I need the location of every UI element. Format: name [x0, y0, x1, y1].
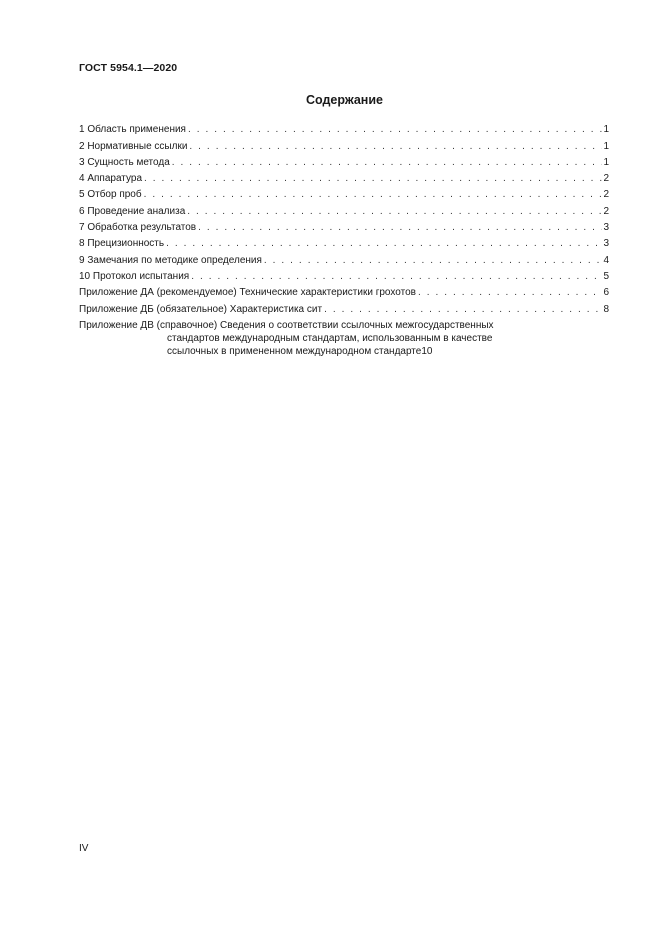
toc-leader-dots: [172, 156, 603, 169]
toc-entry-label: 3 Сущность метода: [79, 156, 170, 168]
toc-entry[interactable]: [79, 185, 609, 201]
toc-entry[interactable]: [79, 218, 609, 234]
toc-entry-label: 5 Отбор проб: [79, 189, 142, 201]
toc-entry-label: 4 Аппаратура: [79, 173, 143, 185]
toc-leader-dots: [188, 123, 602, 136]
toc-entry-page: 4: [603, 254, 609, 266]
toc-leader-dots: [189, 140, 602, 153]
toc-entry[interactable]: [79, 267, 609, 283]
toc-entry-label: Приложение ДА (рекомендуемое) Технические характеристики грохотов: [79, 287, 416, 299]
toc-entry-page: 2: [603, 173, 609, 185]
toc-leader-dots: [198, 221, 602, 234]
toc-entry[interactable]: [79, 169, 609, 185]
page-number: IV: [79, 843, 89, 854]
toc-leader-dots: [144, 172, 602, 185]
toc-leader-dots: [264, 254, 603, 267]
toc-entry-label: 10 Протокол испытания: [79, 270, 190, 282]
toc-entry-page: 10: [421, 345, 433, 357]
toc-entry-page: 5: [603, 270, 609, 282]
toc-entry-label: 6 Проведение анализа: [79, 205, 186, 217]
toc-leader-dots: [144, 188, 603, 201]
toc-entry-label: 9 Замечания по методике определения: [79, 254, 262, 266]
toc-entry-line: Приложение ДВ (справочное) Сведения о соответствии ссылочных межгосударственных: [79, 319, 494, 331]
toc-entry-label: Приложение ДБ (обязательное) Характеристика сит: [79, 303, 323, 315]
toc-leader-dots: [324, 303, 602, 316]
toc-entry[interactable]: [79, 234, 609, 250]
toc-entry[interactable]: [79, 299, 609, 315]
toc-entry-label: 8 Прецизионность: [79, 238, 165, 250]
toc-entry-page: 3: [603, 222, 609, 234]
toc-entry-multiline[interactable]: [79, 316, 609, 358]
toc-leader-dots: [191, 270, 602, 283]
toc-leader-dots: [418, 286, 602, 299]
toc-entry[interactable]: [79, 250, 609, 266]
toc-entry-page: 1: [603, 124, 609, 136]
toc-title: Содержание: [305, 93, 383, 107]
toc-entry-page: 1: [603, 140, 609, 152]
toc-entry-last-line: [79, 345, 609, 358]
toc-entry-page: 8: [603, 303, 609, 315]
toc-entry[interactable]: [79, 201, 609, 217]
document-code: ГОСТ 5954.1—2020: [79, 62, 178, 74]
toc-entry-line: стандартов международным стандартам, использованным в качестве: [167, 332, 493, 344]
toc-entry-page: 1: [603, 156, 609, 168]
toc-entry-page: 6: [603, 287, 609, 299]
toc-entry-page: 3: [603, 238, 609, 250]
toc-entry-label: 1 Область применения: [79, 124, 186, 136]
toc-entry-line: ссылочных в примененном международном стандарте: [167, 345, 422, 357]
toc-leader-dots: [166, 237, 602, 250]
toc-entry-page: 2: [603, 205, 609, 217]
toc-entry-label: 2 Нормативные ссылки: [79, 140, 188, 152]
table-of-contents: [79, 120, 609, 358]
toc-entry[interactable]: [79, 120, 609, 136]
toc-entry[interactable]: [79, 153, 609, 169]
toc-leader-dots: [187, 205, 602, 218]
toc-entry[interactable]: [79, 283, 609, 299]
toc-entry-label: 7 Обработка результатов: [79, 222, 197, 234]
toc-entry[interactable]: [79, 136, 609, 152]
toc-entry-page: 2: [603, 189, 609, 201]
